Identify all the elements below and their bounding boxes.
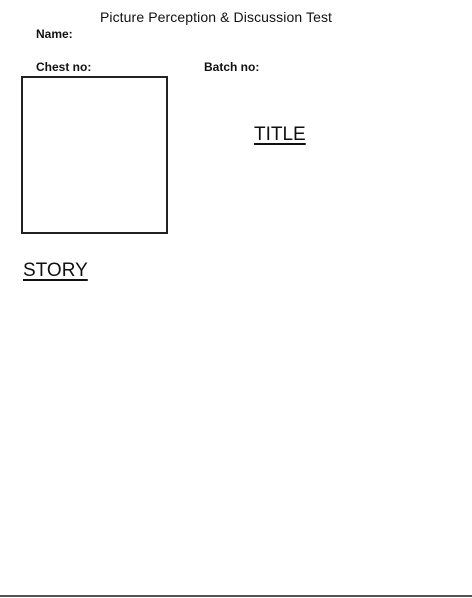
story-heading: STORY (23, 260, 88, 281)
batch-no-label: Batch no: (204, 60, 260, 74)
name-label: Name: (36, 27, 73, 41)
chest-no-label: Chest no: (36, 60, 92, 74)
title-heading: TITLE (254, 124, 306, 145)
form-heading: Picture Perception & Discussion Test (99, 9, 333, 25)
picture-box (21, 76, 168, 234)
page-bottom-divider (0, 595, 472, 597)
